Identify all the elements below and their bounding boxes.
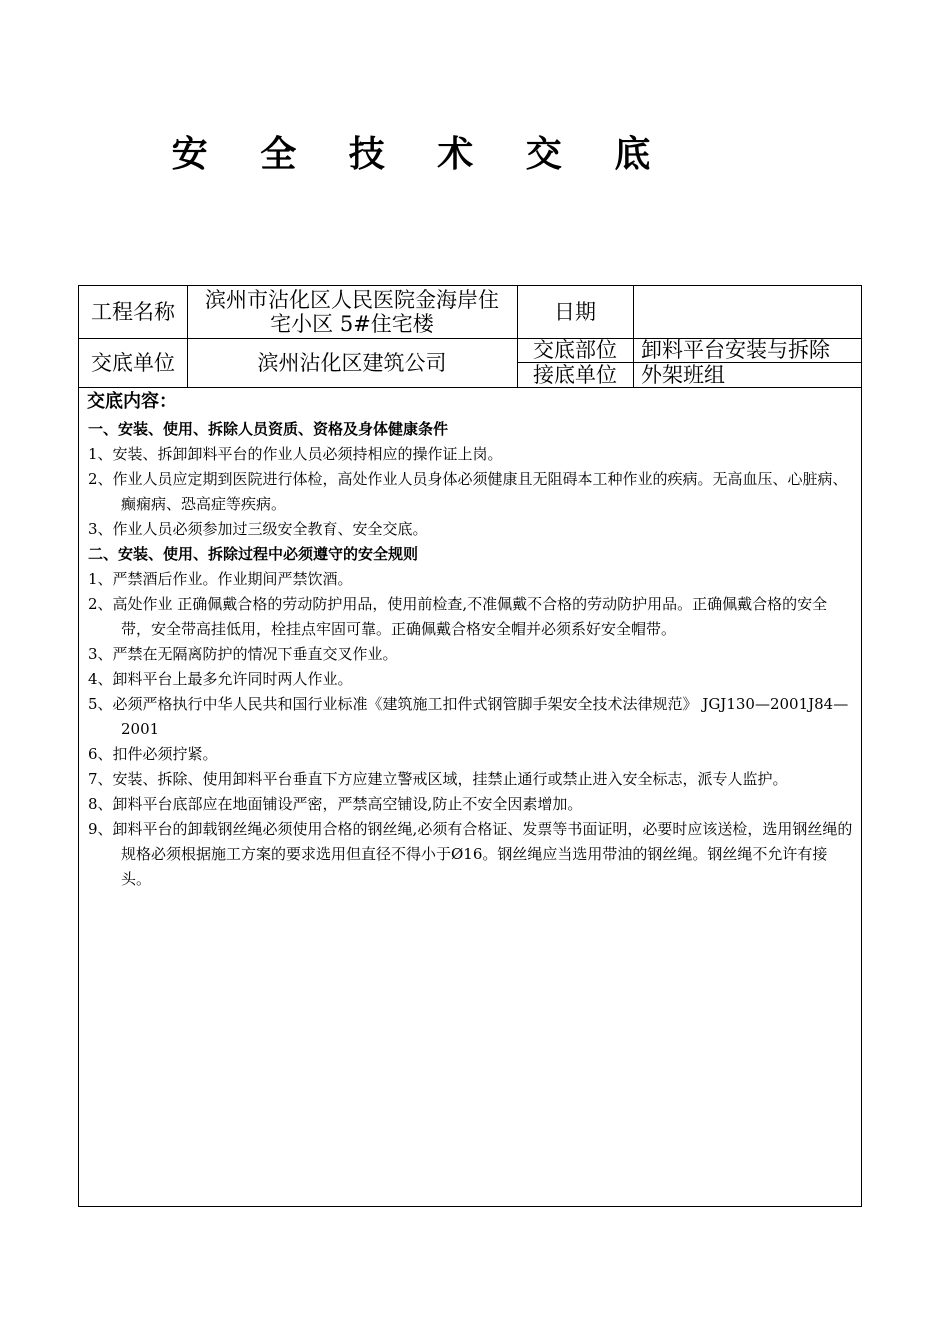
project-name-line1: 滨州市沾化区人民医院金海岸住 (205, 288, 499, 312)
list-item: 2、作业人员应定期到医院进行体检，高处作业人员身体必须健康且无阻碍本工种作业的疾病。无高血压、心脏病、癫痫病、恐高症等疾病。 (88, 470, 848, 513)
list-item: 5、必须严格执行中华人民共和国行业标准《建筑施工扣件式钢管脚手架安全技术法律规范》 JGJ130—2001J84—2001 (88, 695, 849, 738)
project-name-value (187, 286, 517, 338)
list-item: 9、卸料平台的卸载钢丝绳必须使用合格的钢丝绳,必须有合格证、发票等书面证明，必要时应该送检，选用钢丝绳的规格必须根据施工方案的要求选用但直径不得小于Ø16。钢丝绳应当选用带油的钢丝绳。钢丝绳不允许有接头。 (88, 820, 853, 888)
disclosure-unit-value: 滨州沾化区建筑公司 (257, 350, 447, 375)
list-item: 4、卸料平台上最多允许同时两人作业。 (88, 670, 353, 688)
list-item: 1、安装、拆卸卸料平台的作业人员必须持相应的操作证上岗。 (88, 445, 503, 463)
list-item: 3、严禁在无隔离防护的情况下垂直交叉作业。 (88, 645, 398, 663)
disclosure-unit-label: 交底单位 (91, 350, 175, 375)
section-heading: 一、安装、使用、拆除人员资质、资格及身体健康条件 (88, 420, 449, 438)
content-label: 交底内容： (87, 391, 177, 412)
disclosure-part-label: 交底部位 (533, 338, 617, 362)
list-item: 2、高处作业 正确佩戴合格的劳动防护用品，使用前检查,不准佩戴不合格的劳动防护用品。正确佩戴合格的安全带，安全带高挂低用，栓挂点牢固可靠。正确佩戴合格安全帽并必须系好安全帽带。 (88, 595, 828, 638)
list-item: 1、严禁酒后作业。作业期间严禁饮酒。 (88, 570, 353, 588)
disclosure-part-value: 卸料平台安装与拆除 (641, 338, 830, 362)
date-value (633, 286, 861, 338)
disclosure-content (88, 387, 853, 892)
document-title: 安 全 技 术 交 底 (171, 133, 671, 175)
list-item: 6、扣件必须拧紧。 (88, 745, 218, 763)
disclosure-form (78, 285, 862, 1207)
list-item: 3、作业人员必须参加过三级安全教育、安全交底。 (88, 520, 428, 538)
project-name-label: 工程名称 (91, 300, 175, 324)
section-heading: 二、安装、使用、拆除过程中必须遵守的安全规则 (88, 545, 419, 563)
project-name-line2: 宅小区 5#住宅楼 (270, 312, 434, 336)
receiver-unit-label: 接底单位 (533, 363, 617, 387)
date-label: 日期 (554, 300, 596, 324)
list-item: 7、安装、拆除、使用卸料平台垂直下方应建立警戒区域，挂禁止通行或禁止进入安全标志，派专人监护。 (88, 770, 788, 788)
receiver-unit-value: 外架班组 (641, 363, 725, 387)
list-item: 8、卸料平台底部应在地面铺设严密，严禁高空铺设,防止不安全因素增加。 (88, 795, 583, 813)
